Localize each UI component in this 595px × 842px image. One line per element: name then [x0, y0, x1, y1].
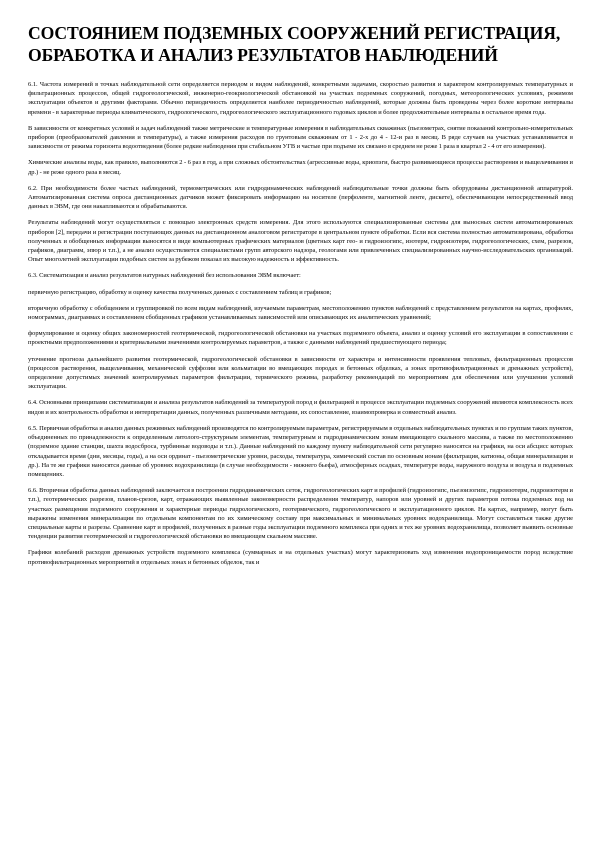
paragraph: 6.2. При необходимости более частых наблюдений, термометрических или гидродинамических наблюдений наблюдательные точки должны быть оборудованы дистанционной аппаратурой. Автоматизированная система опроса дистанционных датчиков может фиксировать информацию на носителе (перфоленте, магнитной ленте, дискете), обеспечивающем непосредственный ввод данных в ЭВМ, где они накапливаются и обрабатываются.: [28, 184, 573, 211]
paragraph: 6.1. Частота измерений в точках наблюдательной сети определяется периодом и видом наблюдений, конкретными задачами, скоростью развития и характером контролируемых температурных и фильтрационных процессов, общей гидрогеологической, инженерно-геокриологической обстановкой на участках подземных сооружений, погодных, метеорологических условиях, режимом эксплуатации объектов и другими факторами. Обычно периодичность определяется наиболее периодичностью наблюдений, которые должны быть проведены через более короткие интервалы времени - в характерные периоды климатического, гидрологического, гидрогеологического эксплуатационного годовых циклов и более продолжительные интервалы в остальное время года.: [28, 81, 573, 116]
paragraph: Графики колебаний расходов дренажных устройств подземного комплекса (суммарных и на отдельных участках) могут характеризовать ход изменения водопроницаемости пород вследствие противофильтрационных мероприятий в отдельных зонах и бетонных обделок, так и: [28, 549, 573, 566]
paragraph: Результаты наблюдений могут осуществляться с помощью электронных средств измерения. Для этого используются специализированные системы для выносных систем автоматизированных приборов [2], передачи и регистрации поступающих данных на дистанционном аналоговом регистраторе в центральном пункте обработки. Если вся система полностью автоматизирована, обработка полученных и обобщенных информации выносятся в виде компьютерных графических материалов (цветных карт гео- и гидроизогипс, изотерм, гидроизотерм, гидрогеологических, схем, разрезов, графиков, диаграмм, эпюр и т.п.), а не анализ осуществляется специалистами групп авторского надзора, геологами или привлеченных специализированных научно-исследовательских организаций. Опыт многолетней эксплуатации подобных систем за рубежом показал их высокую надежность и эффективность.: [28, 219, 573, 264]
paragraph: 6.4. Основными принципами систематизации и анализа результатов наблюдений за температурой пород и фильтрацией в процессе эксплуатации подземных сооружений являются комплексность всех видов и их контрольность обработки и интерпретации данных, полученных различными методами, их сопоставление, взаимопроверка и совместный анализ.: [28, 399, 573, 416]
paragraph: 6.3. Систематизация и анализ результатов натурных наблюдений без использования ЭВМ включает:: [28, 272, 301, 280]
document-title: СОСТОЯНИЕМ ПОДЗЕМНЫХ СООРУЖЕНИЙ РЕГИСТРАЦИЯ, ОБРАБОТКА И АНАЛИЗ РЕЗУЛЬТАТОВ НАБЛЮДЕНИЙ: [28, 23, 561, 65]
paragraph: В зависимости от конкретных условий и задач наблюдений также метрические и температурные измерения в наблюдательных скважинах (пьезометрах, снятие показаний контрольно-измерительных приборов (преобразователей давления и температуры), а также измерения расходов по грунтовым скважинам от 1 - 2-х до 4 - 12-и раз в месяц. В ряде случаев на участках устанавливается в зависимости от режима горизонта водоотведения (более редкие наблюдения при стабильном УГВ и частые при подъеме их связано в среднем не реже 1 раза в квартал 2 - 4 от его измерения).: [28, 124, 573, 151]
paragraph: 6.6. Вторичная обработка данных наблюдений заключается в построении гидродинамических сеток, гидрогеологических карт и профилей (гидроизогипс, пьезоизогипс, гидроизотерм, гидроизотерм и т.п.), геотермических разрезов, планов-срезов, карт, отражающих выявленные закономерности распределения температур, напоров или уровней и других параметров потока подземных вод на участках размещения подземного сооружения и характерные периоды гидрологического, геотермического, гидрогеологического и эксплуатационного циклов. На картах, например, могут быть выражены изменения минерализации по отдельным компонентам по их химическому составу при максимальных и минимальных уровнях водохранилища. Могут составляться также другие специальные карты и разрезы. Сравнение карт и профилей, полученных в разные годы эксплуатации подземного комплекса при одних и тех же уровнях водохранилища, позволяет выявить основные тенденции развития геотермической и гидрогеологической обстановки во вмещающем скальном массиве.: [28, 487, 574, 541]
paragraph: 6.5. Первичная обработка и анализ данных режимных наблюдений производятся по контролируемым параметрам, регистрируемым в отдельных наблюдательных пунктах и по группам таких пунктов, объединенных по принадлежности к определенным литолого-структурным элементам, температурным и гидродинамическим зонам вмещающего скального массива, а также по местоположению (подземное здание станции, шахта водосброса, турбинные водоводы и т.п.). Данные наблюдений по каждому пункту наблюдательной сети регулярно наносятся на графики, на оси абсцисс которых откладывается время (дни, месяцы, годы), а на оси ординат - пьезометрические уровни, расходы, температура, химический состав по основным ионам (фильтрация, катионы, общая минерализация и др.). На те же графики наносятся данные об уровнях водохранилища (в случае необходимости - нижнего бьефа), атмосферных осадках, температуре воды, наружного воздуха и воздуха в подземных помещениях.: [28, 424, 573, 478]
paragraph: уточнение прогноза дальнейшего развития геотермической, гидрогеологической обстановки в зависимости от характера и интенсивности проявления тепловых, фильтрационных процессов (процессов растворения, выщелачивания, механической суффозии или кольматации во вмещающих породах и бетонных обделках, а зонах противофильтрационных и дренажных устройств), определение допустимых значений контролируемых параметров фильтрации, термического режима, разработку рекомендаций по мероприятиям для обеспечения или улучшения условий эксплуатации.: [28, 355, 573, 391]
paragraph: формулирование и оценку общих закономерностей геотермической, гидрогеологической обстановки на участках подземного объекта, анализ и оценку условий его эксплуатации в сопоставлении с проектными предположениями и критериальными значениями контролируемых параметров, а также с данными наблюдений предшествующего периода;: [28, 330, 573, 347]
document-body: [28, 80, 573, 567]
paragraph: первичную регистрацию, обработку и оценку качества полученных данных с составлением таблиц и графиков;: [28, 288, 332, 296]
paragraph: Химические анализы воды, как правило, выполняются 2 - 6 раз в год, а при сложных обстоятельствах (агрессивные воды, криопэги, быстро развивающиеся процессы растворения и выщелачивания и др.) - не реже одного раза в месяц.: [28, 159, 573, 176]
paragraph: вторичную обработку с обобщением и группировкой по всем видам наблюдений, изучаемым параметрам, местоположению пунктов наблюдений с представлением результатов на картах, профилях, номограммах, диаграммах и составлением сбобщенных графиков устанавливаемых зависимостей или описывающих их аналитических уравнений;: [28, 304, 573, 322]
